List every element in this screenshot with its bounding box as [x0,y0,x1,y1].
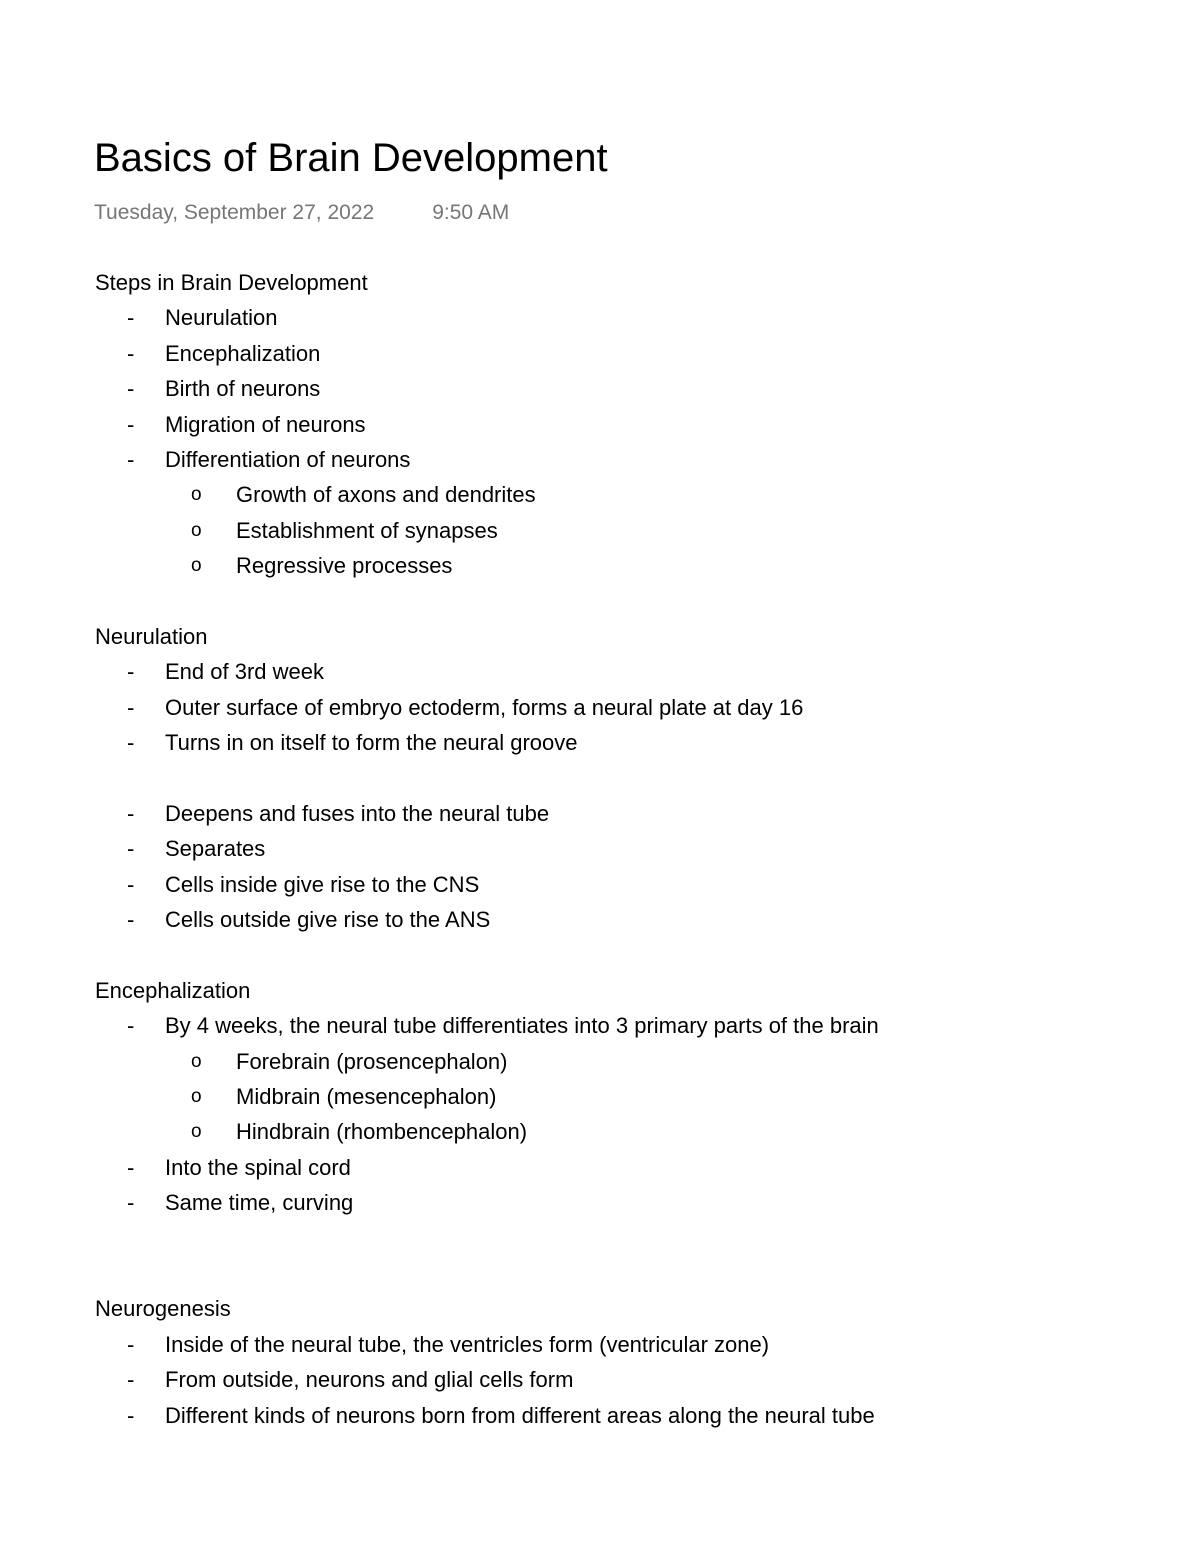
bullet-circle: o [191,1085,202,1107]
page-title: Basics of Brain Development [94,136,608,180]
list-item-text: Inside of the neural tube, the ventricles form (ventricular zone) [165,1331,770,1357]
list-item [94,1150,1154,1185]
list-item [94,867,1154,902]
bullet-dash: - [127,907,135,933]
section-heading: Steps in Brain Development [95,270,368,295]
sub-list-item [94,1044,1154,1079]
sub-list-item [94,1079,1154,1114]
sub-list-item-text: Regressive processes [236,553,453,579]
section-heading: Encephalization [95,977,251,1003]
bullet-dash: - [127,1402,135,1428]
section-heading: Neurulation [95,623,208,649]
list-item-text: By 4 weeks, the neural tube differentiates into 3 primary parts of the brain [165,1013,879,1039]
bullet-dash: - [127,1154,135,1180]
sub-list-item [94,1114,1154,1149]
bullet-circle: o [191,484,202,506]
blank-line [94,1221,1154,1256]
bullet-dash: - [127,411,135,437]
list-item-text: Cells outside give rise to the ANS [165,907,491,933]
sub-list-item-text: Hindbrain (rhombencephalon) [236,1119,528,1145]
bullet-circle: o [191,519,202,541]
bullet-dash: - [127,1013,135,1039]
list-item-text: Neurulation [165,305,278,331]
list-item-text: Turns in on itself to form the neural groove [165,730,578,756]
bullet-dash: - [127,446,135,472]
sub-list-item-text: Establishment of synapses [236,517,498,543]
bullet-dash: - [127,730,135,756]
note-time: 9:50 AM [432,201,510,224]
bullet-dash: - [127,800,135,826]
list-item [94,831,1154,866]
list-item [94,1185,1154,1220]
bullet-dash: - [127,376,135,402]
sub-list-item [94,548,1154,583]
sub-list-item-text: Growth of axons and dendrites [236,482,536,508]
note-body [94,265,1154,1433]
list-item-text: Birth of neurons [165,376,321,402]
list-item [94,796,1154,831]
list-item-text: End of 3rd week [165,659,324,685]
sub-list-item-text: Forebrain (prosencephalon) [236,1048,508,1074]
bullet-dash: - [127,1331,135,1357]
list-item-text: Different kinds of neurons born from different areas along the neural tube [165,1402,875,1428]
list-item-text: Migration of neurons [165,411,366,437]
note-timestamp [94,198,509,228]
list-item [94,1398,1154,1433]
bullet-circle: o [191,1050,202,1072]
blank-line [94,584,1154,619]
list-item [94,371,1154,406]
section-heading: Neurogenesis [95,1296,231,1322]
list-item-text: Encephalization [165,340,321,366]
blank-line [94,1256,1154,1291]
list-item-text: Deepens and fuses into the neural tube [165,800,550,826]
list-item [94,1327,1154,1362]
list-item [94,300,1154,335]
bullet-dash: - [127,694,135,720]
sub-list-item [94,477,1154,512]
bullet-dash: - [127,1190,135,1216]
list-item [94,336,1154,371]
list-item [94,407,1154,442]
list-item [94,902,1154,937]
list-item [94,1362,1154,1397]
list-item [94,725,1154,760]
note-date: Tuesday, September 27, 2022 [94,201,375,224]
list-item-text: From outside, neurons and glial cells form [165,1367,574,1393]
list-item-text: Into the spinal cord [165,1154,351,1180]
list-item [94,690,1154,725]
bullet-dash: - [127,836,135,862]
list-item-text: Separates [165,836,266,862]
list-item-text: Cells inside give rise to the CNS [165,871,480,897]
bullet-dash: - [127,305,135,331]
sub-list-item [94,513,1154,548]
bullet-dash: - [127,659,135,685]
list-item [94,654,1154,689]
list-item-text: Same time, curving [165,1190,354,1216]
bullet-dash: - [127,1367,135,1393]
sub-list-item-text: Midbrain (mesencephalon) [236,1083,497,1109]
bullet-dash: - [127,871,135,897]
list-item-text: Differentiation of neurons [165,446,411,472]
bullet-circle: o [191,1121,202,1143]
list-item [94,1008,1154,1043]
blank-line [94,937,1154,972]
list-item-text: Outer surface of embryo ectoderm, forms a neural plate at day 16 [165,694,804,720]
bullet-dash: - [127,340,135,366]
blank-line [94,760,1154,795]
bullet-circle: o [191,555,202,577]
list-item [94,442,1154,477]
